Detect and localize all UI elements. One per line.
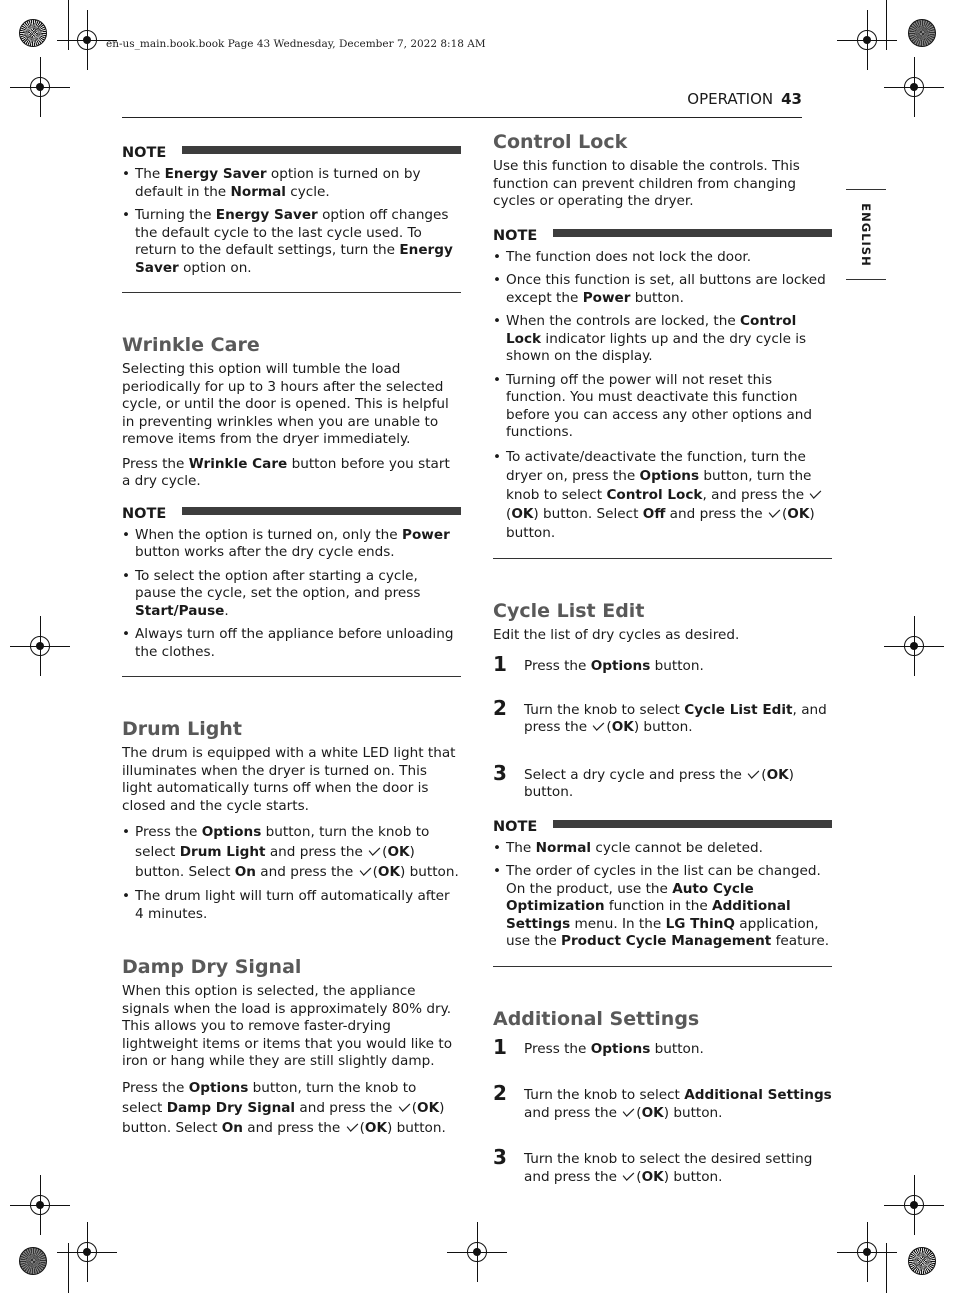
color-registration-icon	[908, 1247, 936, 1275]
section-cycle-list-edit	[493, 599, 832, 802]
step-number: 1	[493, 652, 507, 676]
print-info: en-us_main.book.book Page 43 Wednesday, December 7, 2022 8:18 AM	[106, 38, 486, 50]
page-header	[122, 89, 802, 118]
section-label: OPERATION	[687, 90, 774, 108]
list-item: • Always turn off the appliance before unloading the clothes.	[122, 626, 461, 661]
color-registration-icon	[908, 19, 936, 47]
list-item: • Turning off the power will not reset this function. You must deactivate this function before you can access any other options and functions.	[493, 372, 832, 442]
list-item: • To activate/deactivate the function, turn the dryer on, press the Options button, turn the knob to select Control Lock, and press the (OK) button. Select Off and press the (OK) button.	[493, 448, 832, 543]
section-title: Damp Dry Signal	[122, 956, 302, 978]
list-item: • Once this function is set, all buttons are locked except the Power button.	[493, 272, 832, 307]
step-number: 2	[493, 1081, 507, 1105]
left-column	[122, 130, 461, 1145]
check-icon	[398, 1103, 411, 1112]
header-right	[687, 89, 802, 109]
note-title: NOTE	[122, 505, 167, 522]
section-control-lock	[493, 130, 832, 211]
note-box	[122, 138, 461, 293]
section-title: Wrinkle Care	[122, 334, 260, 356]
color-registration-icon	[19, 1247, 47, 1275]
drum-list	[122, 822, 461, 923]
note-title: NOTE	[493, 818, 538, 835]
section-additional-settings	[493, 1007, 832, 1187]
check-icon	[359, 867, 372, 876]
note-list	[493, 249, 832, 543]
check-icon	[622, 1108, 635, 1117]
section-title: Drum Light	[122, 718, 242, 740]
note-list	[493, 840, 832, 951]
language-tab	[846, 189, 886, 280]
list-item: • When the option is turned on, only the Power button works after the dry cycle ends.	[122, 527, 461, 562]
step-2: 2 Turn the knob to select Additional Settings and press the (OK) button.	[493, 1081, 832, 1121]
crop-mark	[886, 0, 887, 50]
list-item: • The function does not lock the door.	[493, 249, 832, 267]
paragraph: The drum is equipped with a white LED light that illuminates when the dryer is turned on. This light automatically turns off when the door is closed and the cycle starts.	[122, 745, 456, 814]
note-bar	[182, 507, 461, 515]
page-number: 43	[781, 90, 802, 108]
list-item: • To select the option after starting a cycle, pause the cycle, set the option, and press Start/Pause.	[122, 568, 461, 621]
color-registration-icon	[19, 19, 47, 47]
check-icon	[346, 1123, 359, 1132]
note-bar	[553, 820, 832, 828]
note-title: NOTE	[493, 227, 538, 244]
note-box	[493, 812, 832, 967]
note-bar	[182, 146, 461, 154]
section-drum-light	[122, 717, 461, 923]
check-icon	[622, 1172, 635, 1181]
section-title: Cycle List Edit	[493, 599, 645, 622]
note-box	[493, 221, 832, 559]
step-3: 3 Select a dry cycle and press the (OK) button.	[493, 760, 794, 800]
crop-mark	[68, 0, 69, 50]
paragraph: Press the Options button, turn the knob to select Damp Dry Signal and press the (OK) button. Select On and press the (OK) button.	[122, 1079, 446, 1136]
list-item: • When the controls are locked, the Control Lock indicator lights up and the dry cycle is shown on the display.	[493, 313, 832, 366]
list-item: • Press the Options button, turn the knob to select Drum Light and press the (OK) button. Select On and press the (OK) button.	[122, 822, 461, 882]
step-number: 1	[493, 1034, 507, 1059]
paragraph: When this option is selected, the appliance signals when the load is approximately 80% dry. This allows you to remove faster-drying lightweight items or items that you would like to iron or hang while they are still slightly damp.	[122, 983, 453, 1069]
paragraph: Selecting this option will tumble the load periodically for up to 3 hours after the selected cycle, or until the door is opened. This is helpful in preventing wrinkles when you are unable to remove items from the dryer immediately.	[122, 361, 449, 447]
note-box	[122, 499, 461, 678]
section-damp-dry-signal	[122, 955, 461, 1138]
section-wrinkle-care	[122, 333, 461, 491]
note-list	[122, 166, 461, 277]
note-title: NOTE	[122, 145, 167, 161]
list-item: • The order of cycles in the list can be changed. On the product, use the Auto Cycle Optimization function in the Additional Settings menu. In the LG ThinQ application, use the Product Cycle Management feature.	[493, 863, 832, 951]
check-icon	[747, 770, 760, 779]
section-title: Control Lock	[493, 131, 628, 153]
step-number: 3	[493, 760, 507, 785]
note-bar	[553, 229, 832, 237]
list-item: • The Energy Saver option is turned on by default in the Normal cycle.	[122, 166, 461, 201]
list-item: • Turning the Energy Saver option off changes the default cycle to the last cycle used. To return to the default settings, turn the Energy Saver option on.	[122, 207, 461, 277]
crop-mark	[68, 1243, 69, 1293]
list-item: • The Normal cycle cannot be deleted.	[493, 840, 832, 858]
step-1: 1 Press the Options button.	[493, 1034, 704, 1059]
note-list	[122, 527, 461, 662]
check-icon	[768, 509, 781, 518]
crop-mark	[886, 1243, 887, 1293]
paragraph: Edit the list of dry cycles as desired.	[493, 626, 740, 643]
step-number: 2	[493, 695, 507, 720]
list-item: • The drum light will turn off automatically after 4 minutes.	[122, 888, 461, 923]
step-2: 2 Turn the knob to select Cycle List Edit, and press the (OK) button.	[493, 695, 827, 735]
right-column	[493, 130, 832, 1186]
language-label: ENGLISH	[859, 202, 873, 267]
check-icon	[592, 722, 605, 731]
check-icon	[368, 847, 381, 856]
paragraph: Use this function to disable the controls. This function can prevent children from changing cycles or operating the dryer.	[493, 158, 800, 209]
check-icon	[809, 490, 822, 499]
section-title: Additional Settings	[493, 1007, 700, 1030]
step-3: 3 Turn the knob to select the desired setting and press the (OK) button.	[493, 1145, 813, 1185]
step-1: 1 Press the Options button.	[493, 652, 704, 676]
step-number: 3	[493, 1145, 507, 1169]
paragraph: Press the Wrinkle Care button before you start a dry cycle.	[122, 455, 450, 489]
